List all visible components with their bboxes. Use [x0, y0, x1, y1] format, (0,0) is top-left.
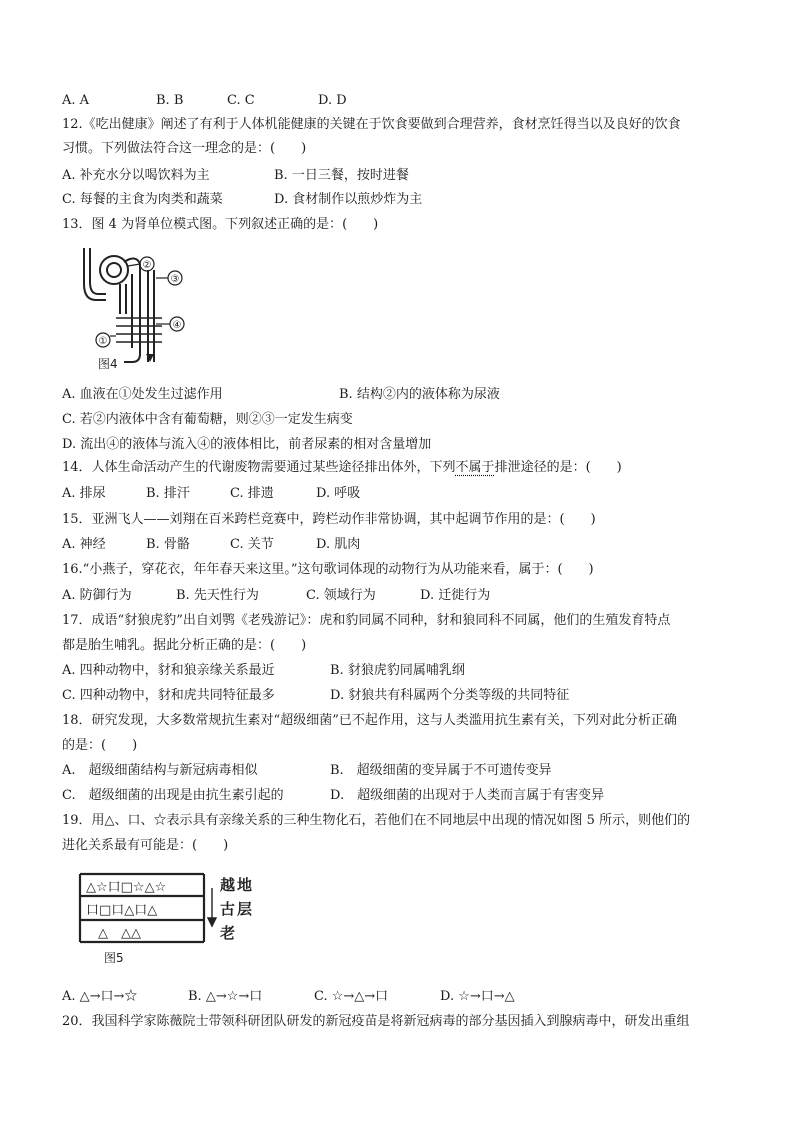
q14-stem-post: 排泄途径的是：( ) [494, 460, 622, 475]
q16-stem: 16.“小燕子，穿花衣，年年春天来这里。”这句歌词体现的动物行为从功能来看，属于：( ) [62, 562, 594, 577]
q12-stem-line1: 12.《吃出健康》阐述了有利于人体机能健康的关键在于饮食要做到合理营养，食材烹饪得当以及良好的饮食 [62, 117, 681, 132]
q13-option-d: D. 流出④的液体与流入④的液体相比，前者尿素的相对含量增加 [62, 437, 432, 452]
q12-option-c: C. 每餐的主食为肉类和蔬菜 [62, 192, 223, 207]
q16-option-c: C. 领域行为 [306, 588, 376, 603]
q19-stem-line1: 19．用△、口、☆表示具有亲缘关系的三种生物化石，若他们在不同地层中出现的情况如图 5 所示，则他们的 [62, 813, 691, 828]
q14-stem [62, 459, 622, 477]
q15-option-d: D. 肌肉 [316, 537, 361, 552]
q18-option-b: B. 超级细菌的变异属于不可遗传变异 [330, 763, 552, 778]
q19-option-c: C. ☆→△→口 [314, 989, 389, 1004]
q19-option-a: A. △→口→☆ [62, 989, 138, 1004]
q12-option-a: A. 补充水分以喝饮料为主 [62, 168, 210, 183]
q17-option-b: B. 豺狼虎豹同属哺乳纲 [330, 663, 465, 678]
side-label-di: 地 [237, 876, 253, 894]
stratum-bottom: △ △△ [98, 926, 141, 941]
q16-option-b: B. 先天性行为 [176, 588, 259, 603]
q14-option-b: B. 排汗 [146, 486, 190, 501]
q14-option-c: C. 排遗 [230, 486, 274, 501]
q11-option-b: B. B [156, 93, 184, 108]
q14-stem-pre: 14．人体生命活动产生的代谢废物需要通过某些途径排出体外，下列 [62, 460, 456, 475]
side-label-gu: 古 [220, 900, 236, 918]
q17-option-c: C. 四种动物中，豺和虎共同特征最多 [62, 688, 275, 703]
q20-stem-line1: 20．我国科学家陈薇院士带领科研团队研发的新冠疫苗是将新冠病毒的部分基因插入到腺病毒中，研发出重组 [62, 1014, 690, 1029]
q17-option-d: D. 豺狼共有科属两个分类等级的共同特征 [330, 688, 570, 703]
q17-option-a: A. 四种动物中，豺和狼亲缘关系最近 [62, 663, 275, 678]
q14-stem-emphasis: 不属于 [455, 460, 495, 475]
q19-option-d: D. ☆→口→△ [440, 989, 515, 1004]
q13-stem: 13．图 4 为肾单位模式图。下列叙述正确的是：( ) [62, 217, 379, 232]
label-1: ① [98, 336, 108, 347]
label-2: ② [142, 260, 152, 271]
side-label-yue: 越 [220, 876, 236, 894]
q13-option-b: B. 结构②内的液体称为尿液 [339, 387, 500, 402]
q11-option-d: D. D [318, 93, 347, 108]
q15-option-a: A. 神经 [62, 537, 106, 552]
q13-option-c: C. 若②内液体中含有葡萄糖，则②③一定发生病变 [62, 412, 353, 427]
q19-option-b: B. △→☆→口 [188, 989, 263, 1004]
q14-option-a: A. 排尿 [62, 486, 106, 501]
q15-stem: 15．亚洲飞人——刘翔在百米跨栏竞赛中，跨栏动作非常协调，其中起调节作用的是：( ) [62, 512, 596, 527]
q17-stem-line2: 都是胎生哺乳。据此分析正确的是：( ) [62, 638, 307, 653]
fossil-strata-figure [74, 866, 254, 970]
label-3: ③ [170, 274, 180, 285]
q11-option-c: C. C [227, 93, 255, 108]
q16-option-a: A. 防御行为 [62, 588, 132, 603]
q18-option-d: D. 超级细菌的出现对于人类而言属于有害变异 [330, 788, 605, 803]
nephron-figure [76, 244, 196, 376]
q12-option-d: D. 食材制作以煎炒炸为主 [274, 192, 423, 207]
q15-option-b: B. 骨骼 [146, 537, 190, 552]
side-label-lao: 老 [220, 924, 236, 942]
q19-stem-line2: 进化关系最有可能是：( ) [62, 838, 229, 853]
q12-option-b: B. 一日三餐，按时进餐 [274, 168, 409, 183]
q14-option-d: D. 呼吸 [316, 486, 361, 501]
q17-stem-line1: 17．成语“豺狼虎豹”出自刘鹗《老残游记》：虎和豹同属不同种，豺和狼同科不同属，他们的生殖发育特点 [62, 613, 671, 628]
stratum-middle: 口□口△口△ [86, 903, 158, 918]
figure-4-caption: 图4 [98, 357, 118, 371]
q16-option-d: D. 迁徙行为 [420, 588, 491, 603]
q13-option-a: A. 血液在①处发生过滤作用 [62, 387, 223, 402]
q18-stem-line1: 18．研究发现，大多数常规抗生素对“超级细菌”已不起作用，这与人类滥用抗生素有关，下列对此分析正确 [62, 713, 677, 728]
q11-option-a: A. A [62, 93, 90, 108]
figure-5-caption: 图5 [104, 951, 124, 965]
q18-stem-line2: 的是：( ) [62, 738, 138, 753]
q12-stem-line2: 习惯。下列做法符合这一理念的是：( ) [62, 141, 307, 156]
q15-option-c: C. 关节 [230, 537, 274, 552]
label-4: ④ [172, 320, 182, 331]
q18-option-c: C. 超级细菌的出现是由抗生素引起的 [62, 788, 284, 803]
q18-option-a: A. 超级细菌结构与新冠病毒相似 [62, 763, 258, 778]
stratum-top: △☆口□☆△☆ [86, 880, 167, 895]
side-label-ceng: 层 [237, 900, 253, 918]
